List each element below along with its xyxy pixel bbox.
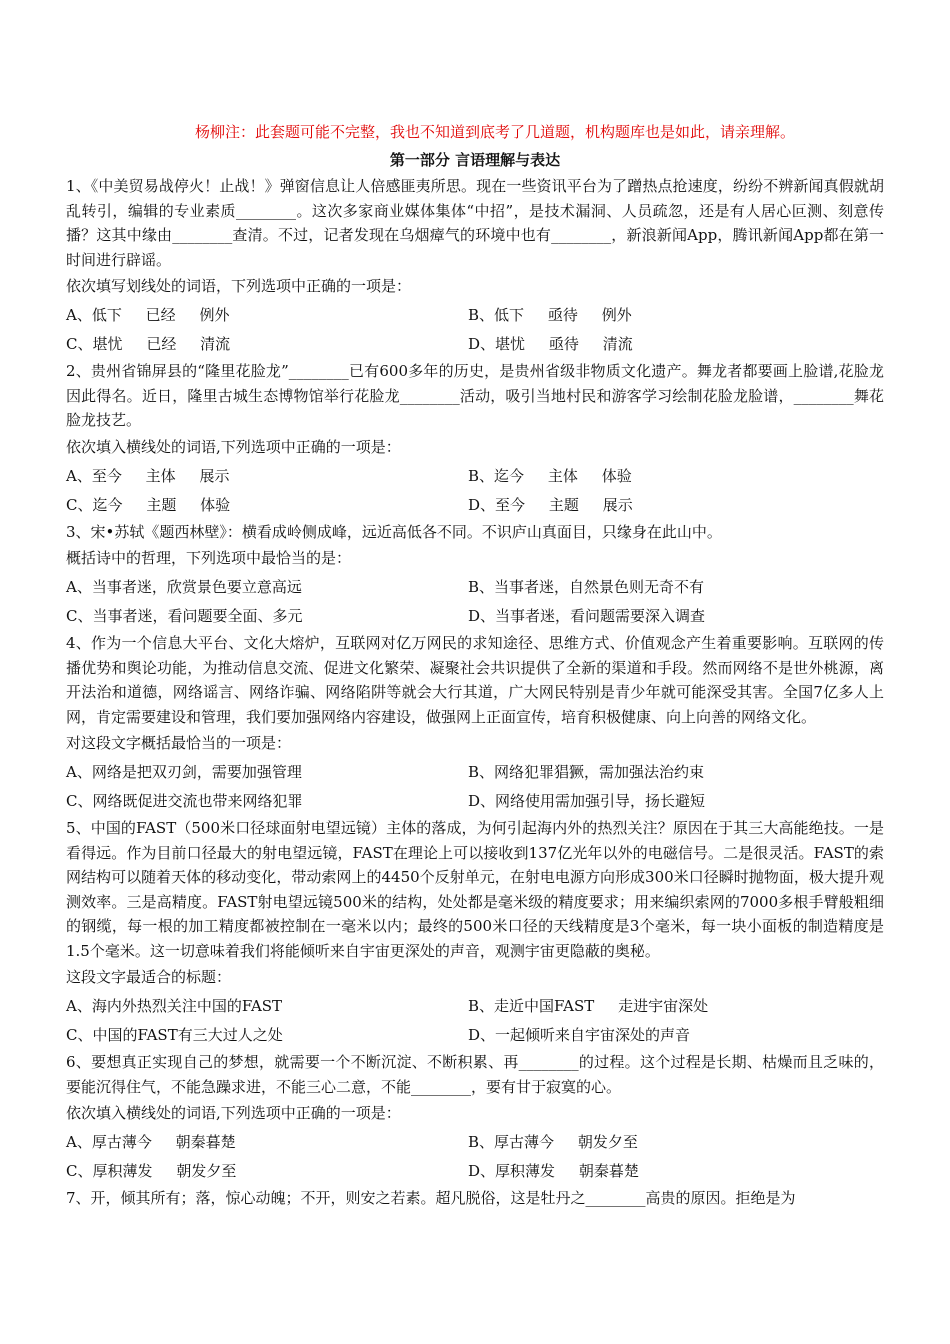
option-c[interactable]: C、中国的FAST有三大过人之处: [66, 1026, 283, 1044]
question-prompt: 依次填入横线处的词语,下列选项中正确的一项是：: [66, 437, 401, 456]
question-prompt: 依次填写划线处的词语，下列选项中正确的一项是：: [66, 277, 412, 295]
option-d[interactable]: D、当事者迷，看问题需要深入调查: [468, 607, 706, 625]
answer-options: [66, 573, 884, 631]
answer-options: [66, 758, 884, 816]
option-c[interactable]: C、厚积薄发 朝发夕至: [66, 1162, 237, 1180]
question-2: [66, 359, 884, 520]
option-d[interactable]: D、至今 主题 展示: [468, 495, 633, 514]
question-prompt: 这段文字最适合的标题：: [66, 968, 232, 986]
question-3: [66, 520, 884, 632]
answer-options: [66, 462, 884, 520]
question-prompt: 概括诗中的哲理，下列选项中最恰当的是：: [66, 549, 352, 567]
option-a[interactable]: A、厚古薄今 朝秦暮楚: [66, 1133, 236, 1151]
question-4: [66, 631, 884, 816]
editor-note: 杨柳注：此套题可能不完整，我也不知道到底考了几道题，机构题库也是如此，请亲理解。: [194, 123, 795, 141]
option-c[interactable]: C、当事者迷，看问题要全面、多元: [66, 607, 303, 625]
question-prompt: 依次填入横线处的词语,下列选项中正确的一项是：: [66, 1104, 401, 1122]
answer-options: [66, 992, 884, 1050]
option-c[interactable]: C、堪忧 已经 清流: [66, 335, 231, 353]
question-text: 2、贵州省锦屏县的“隆里花脸龙”________已有600多年的历史，是贵州省级非物质文化遗产。舞龙者都要画上脸谱,花脸龙因此得名。近日，隆里古城生态博物馆举行花脸龙________活动，吸引当地村民和游客学习绘制花脸龙脸谱，________舞花脸龙技艺。: [66, 362, 884, 429]
option-b[interactable]: B、当事者迷，自然景色则无奇不有: [468, 578, 705, 596]
option-b[interactable]: B、网络犯罪猖獗，需加强法治约束: [468, 763, 705, 781]
option-b[interactable]: B、迄今 主体 体验: [468, 466, 632, 485]
option-d[interactable]: D、网络使用需加强引导，扬长避短: [468, 792, 706, 810]
option-c[interactable]: C、迄今 主题 体验: [66, 495, 231, 514]
option-d[interactable]: D、堪忧 亟待 清流: [468, 335, 633, 353]
question-text: 6、要想真正实现自己的梦想，就需要一个不断沉淀、不断积累、再________的过程。这个过程是长期、枯燥而且乏味的，要能沉得住气，不能急躁求进，不能三心二意，不能________，要有甘于寂寞的心。: [66, 1053, 884, 1096]
question-6: [66, 1050, 884, 1186]
question-text: 7、开，倾其所有；落，惊心动魄；不开，则安之若素。超凡脱俗，这是牡丹之________高贵的原因。拒绝是为: [66, 1189, 796, 1207]
question-1: [66, 174, 884, 359]
answer-options: [66, 1128, 884, 1186]
option-a[interactable]: A、至今 主体 展示: [66, 466, 230, 485]
question-5: [66, 816, 884, 1050]
question-text: 1、《中美贸易战停火！止战！》弹窗信息让人倍感匪夷所思。现在一些资讯平台为了蹭热点抢速度，纷纷不辨新闻真假就胡乱转引，编辑的专业素质________。这次多家商业媒体集体“中招”，是技术漏洞、人员疏忽，还是有人居心叵测、刻意传播？这其中缘由________查清。不过，记者发现在乌烟瘴气的环境中也有________，新浪新闻App，腾讯新闻App都在第一时间进行辟谣。: [66, 177, 884, 269]
question-7: [66, 1186, 884, 1211]
option-b[interactable]: B、厚古薄今 朝发夕至: [468, 1133, 638, 1151]
exam-page: [66, 118, 884, 1211]
option-a[interactable]: A、当事者迷，欣赏景色要立意高远: [66, 578, 302, 596]
option-a[interactable]: A、网络是把双刃剑，需要加强管理: [66, 763, 302, 781]
option-d[interactable]: D、一起倾听来自宇宙深处的声音: [468, 1026, 691, 1044]
question-text: 3、宋•苏轼《题西林壁》：横看成岭侧成峰，远近高低各不同。不识庐山真面目，只缘身在此山中。: [66, 522, 722, 541]
option-b[interactable]: B、走近中国FAST 走进宇宙深处: [468, 997, 709, 1015]
question-text: 4、作为一个信息大平台、文化大熔炉，互联网对亿万网民的求知途径、思维方式、价值观念产生着重要影响。互联网的传播优势和舆论功能，为推动信息交流、促进文化繁荣、凝聚社会共识提供了全新的渠道和手段。然而网络不是世外桃源，离开法治和道德，网络谣言、网络诈骗、网络陷阱等就会大行其道，广大网民特别是青少年就可能深受其害。全国7亿多人上网，肯定需要建设和管理，我们要加强网络内容建设，做强网上正面宣传，培育积极健康、向上向善的网络文化。: [66, 634, 884, 726]
question-prompt: 对这段文字概括最恰当的一项是：: [66, 734, 292, 752]
option-a[interactable]: A、低下 已经 例外: [66, 306, 230, 324]
section-title: 第一部分 言语理解与表达: [389, 151, 561, 169]
option-c[interactable]: C、网络既促进交流也带来网络犯罪: [66, 792, 303, 810]
question-text: 5、中国的FAST（500米口径球面射电望远镜）主体的落成，为何引起海内外的热烈关注？原因在于其三大高能绝技。一是看得远。作为目前口径最大的射电望远镜，FAST在理论上可以接收到137亿光年以外的电磁信号。二是很灵活。FAST的索网结构可以随着天体的移动变化，带动索网上的4450个反射单元，在射电电源方向形成300米口径瞬时抛物面，极大提升观测效率。三是高精度。FAST射电望远镜500米的结构，处处都是毫米级的精度要求；用来编织索网的7000多根手臂般粗细的钢缆，每一根的加工精度都被控制在一毫米以内；最终的500米口径的天线精度是3个毫米，每一块小面板的制造精度是1.5个毫米。这一切意味着我们将能倾听来自宇宙更深处的声音，观测宇宙更隐蔽的奥秘。: [66, 819, 884, 960]
answer-options: [66, 301, 884, 359]
option-b[interactable]: B、低下 亟待 例外: [468, 306, 632, 324]
option-d[interactable]: D、厚积薄发 朝秦暮楚: [468, 1162, 639, 1180]
option-a[interactable]: A、海内外热烈关注中国的FAST: [66, 997, 283, 1015]
